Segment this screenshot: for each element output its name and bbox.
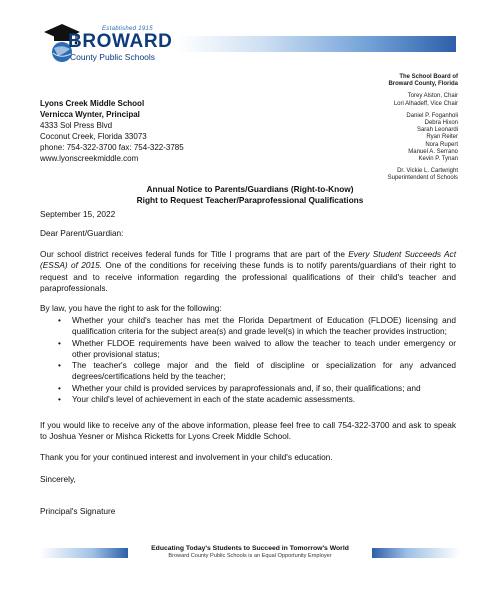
school-name: Lyons Creek Middle School [40, 99, 145, 108]
board-member: Ryan Reiter [426, 134, 458, 141]
closing: Sincerely, [40, 474, 76, 484]
footer [40, 545, 460, 559]
board-member: Sarah Leonardi [416, 127, 458, 134]
logo-subtitle: County Public Schools [70, 52, 156, 62]
p1-text-a: Our school district receives federal funds for Title I programs that are part of the [40, 249, 349, 259]
letter-date: September 15, 2022 [40, 209, 116, 219]
letter-title [40, 184, 460, 206]
essa-reference: Every Student Succeeds Act (ESSA) of 2015. [40, 249, 457, 271]
list-item: • Whether FLDOE requirements have been waived to allow the teacher to teach under emergency or other provisional status; [58, 337, 456, 359]
website: www.lyonscreekmiddle.com [40, 154, 139, 163]
bullet: • [58, 394, 61, 405]
paragraph-thanks: Thank you for your continued interest and involvement in your child's education. [40, 452, 333, 462]
salutation: Dear Parent/Guardian: [40, 228, 124, 238]
logo-established: Established 1915 [102, 26, 153, 32]
board-heading-1: The School Board of [399, 74, 458, 80]
bullet: • [58, 382, 61, 393]
list-item: • The teacher's college major and the field of discipline or specialization for any advanced degrees/certifications held by the teacher; [58, 360, 456, 382]
principal-name: Vernicca Wynter, Principal [40, 110, 140, 119]
list-item: • Your child's level of achievement in each of the state academic assessments. [58, 394, 356, 405]
sender-block [40, 98, 184, 164]
superintendent-name: Dr. Vickie L. Cartwright [397, 168, 458, 175]
header-gradient-bar [178, 36, 456, 52]
logo-brand: BROWARD [68, 31, 173, 52]
footer-eoe: Broward County Public Schools is an Equal Opportunity Employer [168, 553, 332, 559]
board-member: Nora Rupert [425, 141, 458, 148]
broward-logo [40, 18, 190, 74]
board-member: Lori Alhadeff, Vice Chair [393, 100, 458, 107]
p1-text-b: One of the conditions for receiving these funds is to notify parents/guardians of their right to request and to receive information regarding the professional qualifications of their child's teacher and paraprofessionals. [40, 260, 456, 293]
board-member: Debra Hixon [424, 120, 458, 127]
board-heading-2: Broward County, Florida [388, 81, 458, 88]
board-member: Daniel P. Foganholi [406, 112, 458, 119]
board-member: Manuel A. Serrano [408, 148, 458, 155]
school-board-block [258, 74, 458, 183]
paragraph-funding [40, 249, 456, 294]
address-line-1: 4333 Sol Press Blvd [40, 121, 113, 130]
list-item: • Whether your child is provided services by paraprofessionals and, if so, their qualifications; and [58, 382, 421, 393]
footer-motto: Educating Today's Students to Succeed in Tomorrow's World [151, 545, 349, 552]
title-line-2: Right to Request Teacher/Paraprofessional Qualifications [136, 195, 364, 205]
bullet: • [58, 360, 61, 371]
superintendent-title: Superintendent of Schools [387, 175, 458, 182]
bullet: • [58, 337, 61, 348]
principal-signature: Principal's Signature [40, 506, 116, 516]
paragraph-rights-intro: By law, you have the right to ask for the following: [40, 303, 222, 313]
address-line-2: Coconut Creek, Florida 33073 [40, 132, 147, 141]
title-line-1: Annual Notice to Parents/Guardians (Right-to-Know) [146, 184, 354, 194]
board-member: Torey Alston, Chair [407, 93, 458, 100]
rights-list [58, 315, 456, 405]
phone-fax: phone: 754-322-3700 fax: 754-322-3785 [40, 143, 184, 152]
board-member: Kevin P. Tynan [418, 156, 458, 163]
bullet: • [58, 315, 61, 325]
paragraph-contact: If you would like to receive any of the above information, please feel free to call 754-322-3700 and ask to speak to Joshua Yesner or Mishca Ricketts for Lyons Creek Middle School. [40, 420, 456, 442]
list-item: • Whether your child's teacher has met the Florida Department of Education (FLDOE) licensing and qualification criteria for the subject area(s) and grade level(s) in which the teacher provides instruction; [58, 315, 456, 337]
